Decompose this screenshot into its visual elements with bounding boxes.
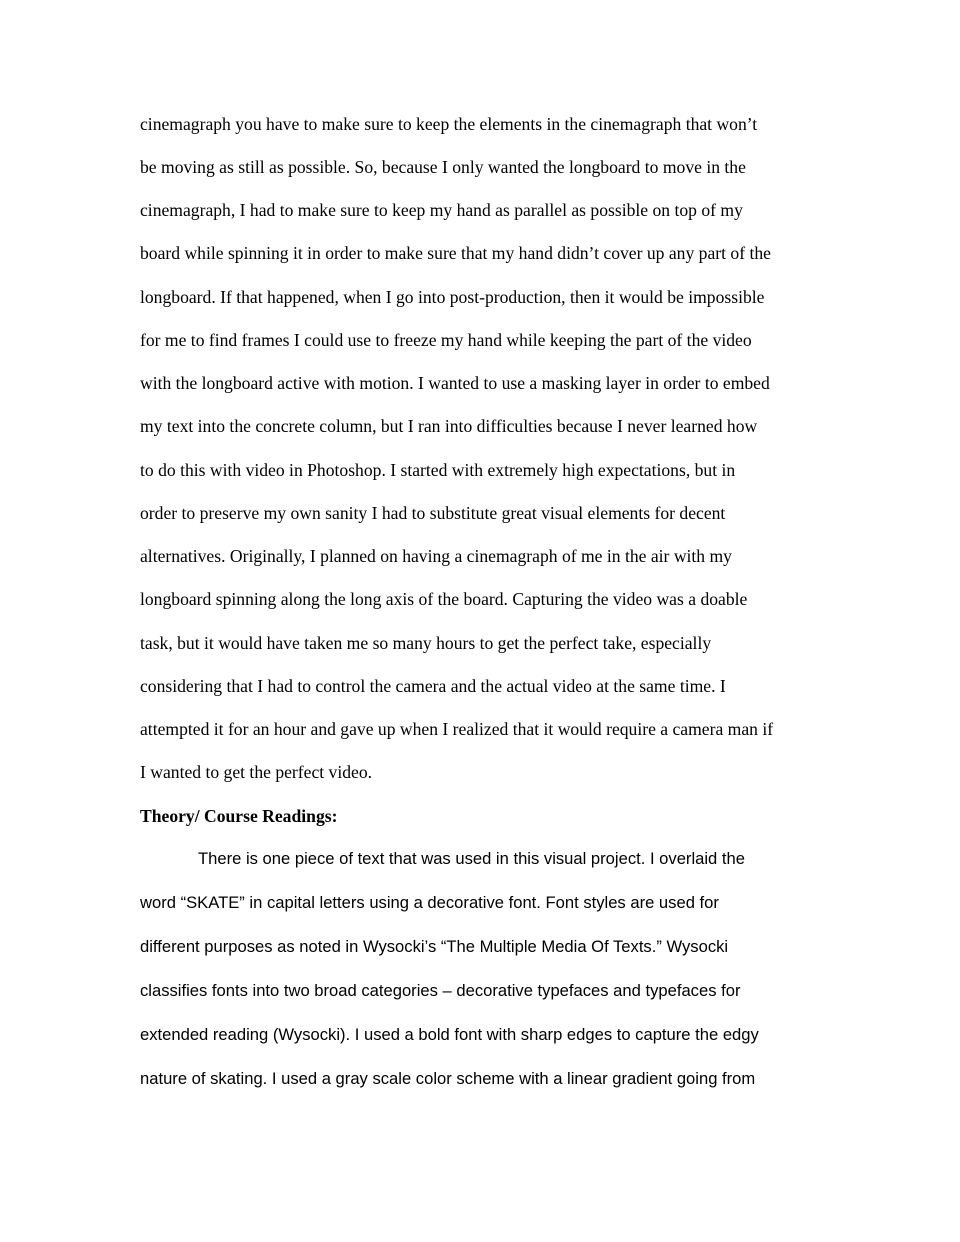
- body-text-line: considering that I had to control the camera and the actual video at the same time. I: [140, 676, 726, 696]
- body-text-line: be moving as still as possible. So, because I only wanted the longboard to move in the: [140, 157, 746, 177]
- body-text-line: to do this with video in Photoshop. I started with extremely high expectations, but in: [140, 460, 736, 480]
- body-text-line: attempted it for an hour and gave up when I realized that it would require a camera man if: [140, 719, 774, 739]
- body-text-line: word “SKATE” in capital letters using a decorative font. Font styles are used for: [140, 893, 719, 912]
- body-text-line: board while spinning it in order to make sure that my hand didn’t cover up any part of the: [140, 243, 771, 263]
- body-text-line: There is one piece of text that was used in this visual project. I overlaid the: [198, 849, 745, 868]
- body-text-line: I wanted to get the perfect video.: [140, 762, 373, 782]
- body-text-line: longboard. If that happened, when I go into post-production, then it would be impossible: [140, 287, 765, 307]
- body-text-line: cinemagraph you have to make sure to keep the elements in the cinemagraph that won’t: [140, 114, 758, 134]
- body-text-line: cinemagraph, I had to make sure to keep my hand as parallel as possible on top of my: [140, 200, 743, 220]
- body-text-line: for me to find frames I could use to freeze my hand while keeping the part of the video: [140, 330, 752, 350]
- body-text-line: extended reading (Wysocki). I used a bold font with sharp edges to capture the edgy: [140, 1025, 759, 1044]
- body-text-line: longboard spinning along the long axis of the board. Capturing the video was a doable: [140, 589, 748, 609]
- body-text-line: nature of skating. I used a gray scale color scheme with a linear gradient going from: [140, 1069, 756, 1088]
- body-text-line: with the longboard active with motion. I wanted to use a masking layer in order to embed: [140, 373, 770, 393]
- body-text-line: task, but it would have taken me so many hours to get the perfect take, especially: [140, 633, 712, 653]
- body-text-line: order to preserve my own sanity I had to substitute great visual elements for decent: [140, 503, 726, 523]
- body-text-line: different purposes as noted in Wysocki’s “The Multiple Media Of Texts.” Wysocki: [140, 937, 729, 956]
- body-text-line: alternatives. Originally, I planned on having a cinemagraph of me in the air with my: [140, 546, 732, 566]
- body-text-line: my text into the concrete column, but I ran into difficulties because I never learned how: [140, 416, 758, 436]
- section-heading: Theory/ Course Readings:: [140, 806, 338, 826]
- body-text-line: classifies fonts into two broad categories – decorative typefaces and typefaces for: [140, 981, 741, 1000]
